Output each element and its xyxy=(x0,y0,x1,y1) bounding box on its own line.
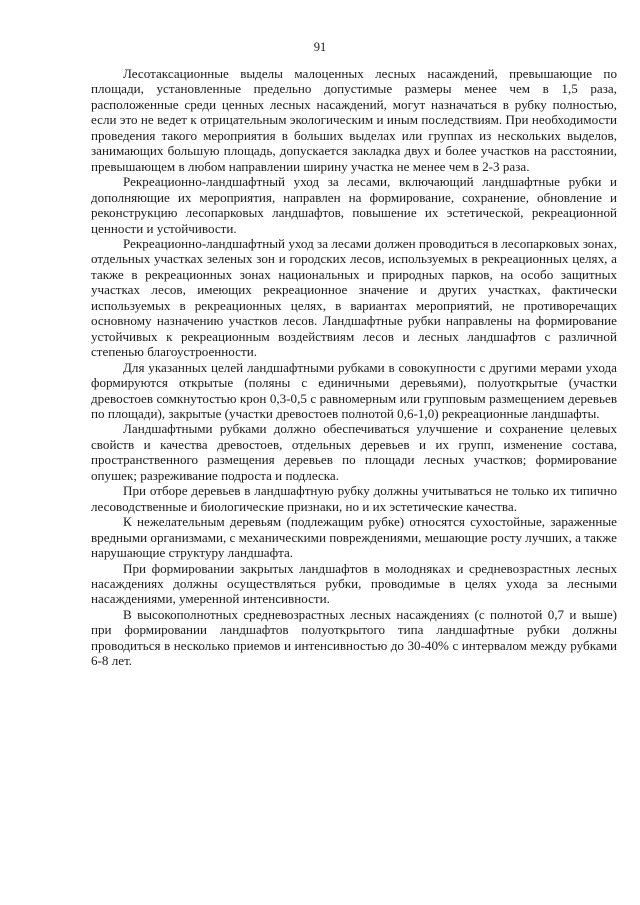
paragraph-landscape-types: Для указанных целей ландшафтными рубками в совокупности с другими мерами ухода формируются открытые (поляны с единичными деревьями), полуоткрытые (участки древостоев сомкнутостью крон 0,3-0,5 с равномерным или групповым размещением деревьев по площади), закрытые (участки древостоев полнотой 0,6-1,0) рекреационные ландшафты. xyxy=(91,359,617,421)
paragraph-undesirable-trees: К нежелательным деревьям (подлежащим рубке) относятся сухостойные, зараженные вредными организмами, с механическими повреждениями, мешающие росту лучших, а также нарушающие структуру ландшафта. xyxy=(91,514,617,561)
paragraph-recreational-care-definition: Рекреационно-ландшафтный уход за лесами, включающий ландшафтные рубки и дополняющие их мероприятия, направлен на формирование, сохранение, обновление и реконструкцию лесопарковых ландшафтов, повышение их эстетической, рекреационной ценности и устойчивости. xyxy=(91,174,617,236)
body-text xyxy=(91,66,617,669)
page-number: 91 xyxy=(313,40,327,54)
paragraph-cutting-low-value-stands: Лесотаксационные выделы малоценных лесных насаждений, превышающие по площади, установленные предельно допустимые размеры менее чем в 1,5 раза, расположенные среди ценных лесных насаждений, могут назначаться в рубку полностью, если это не ведет к отрицательным экологическим и иным последствиям. При необходимости проведения такого мероприятия в больших выделах или группах из нескольких выделов, занимающих большую площадь, допускается закладка двух и более участков на расстоянии, превышающем в любом направлении ширину участка не менее чем в 2-3 раза. xyxy=(91,66,617,174)
paragraph-tree-selection: При отборе деревьев в ландшафтную рубку должны учитываться не только их типично лесоводственные и биологические признаки, но и их эстетические качества. xyxy=(91,483,617,514)
paragraph-closed-landscapes: При формировании закрытых ландшафтов в молодняках и средневозрастных лесных насаждениях должны осуществляться рубки, проводимые в целях ухода за лесными насаждениями, умеренной интенсивности. xyxy=(91,560,617,607)
paragraph-high-density-stands: В высокополнотных средневозрастных лесных насаждениях (с полнотой 0,7 и выше) при формировании ландшафтов полуоткрытого типа ландшафтные рубки должны проводиться в несколько приемов и интенсивностью до 30-40% с интервалом между рубками 6-8 лет. xyxy=(91,606,617,669)
paragraph-recreational-care-locations: Рекреационно-ландшафтный уход за лесами должен проводиться в лесопарковых зонах, отдельных участках зеленых зон и городских лесов, используемых в рекреационных целях, а также в рекреационных зонах национальных и природных парков, на особо защитных участках лесов, имеющих рекреационное значение и других участках, фактически используемых в рекреационных целях, в вариантах мероприятий, не противоречащих основному назначению участков лесов. Ландшафтные рубки направлены на формирование устойчивых к рекреационным воздействиям лесов и лесных ландшафтов с различной степенью благоустроенности. xyxy=(91,235,617,360)
paragraph-landscape-cutting-goals: Ландшафтными рубками должно обеспечиваться улучшение и сохранение целевых свойств и качества древостоев, отдельных деревьев и их групп, изменение состава, пространственного размещения деревьев по площади лесных участков; формирование опушек; разреживание подроста и подлеска. xyxy=(91,421,617,483)
